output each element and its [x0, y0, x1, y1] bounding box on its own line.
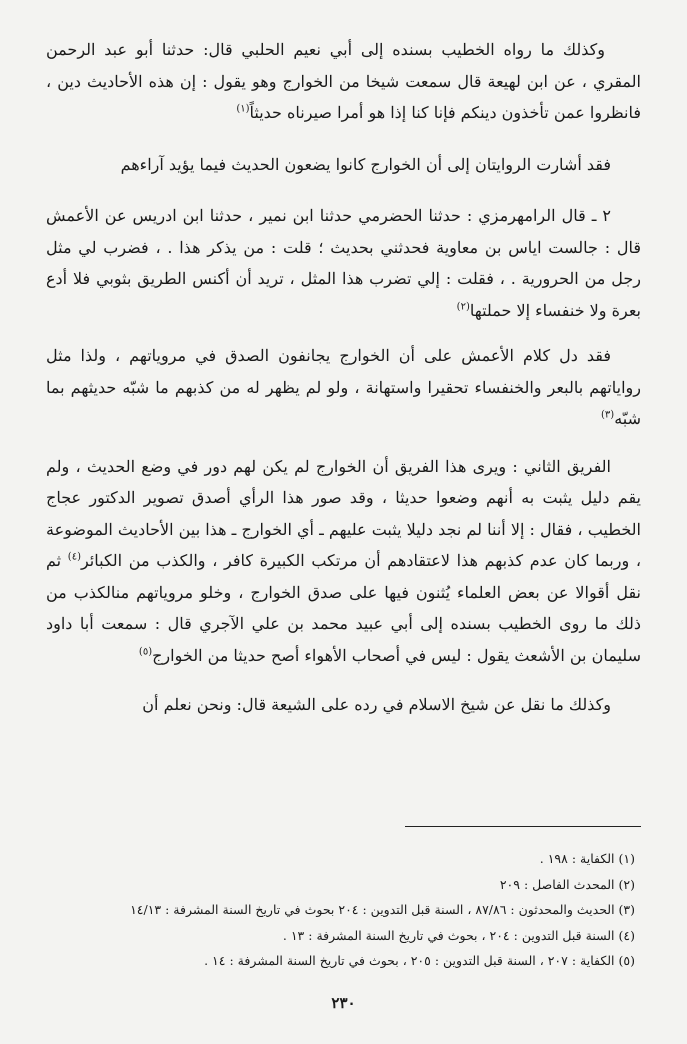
page-number: ٢٣٠: [331, 994, 356, 1012]
paragraph-amash-commentary: [46, 340, 641, 435]
paragraph-text: وكذلك ما نقل عن شيخ الاسلام في رده على الشيعة قال: ونحن نعلم أن: [142, 695, 611, 714]
paragraph-text: وكذلك ما رواه الخطيب بسنده إلى أبي نعيم الحلبي قال: حدثنا أبو عبد الرحمن المقري ، عن ابن لهيعة قال سمعت شيخا من الخوارج وهو يقول : إن هذه الأحاديث دين ، فانظروا عمن تأخذون دينكم فإنا كنا إذا هو أمرا صيرناه حديثاً: [46, 40, 641, 122]
footnote-4: (٤) السنة قبل التدوين : ٢٠٤ ، بحوث في تاريخ السنة المشرفة : ١٣ .: [282, 927, 635, 943]
paragraph-text: فقد أشارت الروايتان إلى أن الخوارج كانوا يضعون الحديث فيما يؤيد آراءهم: [120, 154, 611, 174]
footnote-ref: (١): [236, 103, 250, 115]
paragraph-text: الفريق الثاني : ويرى هذا الفريق أن الخوارج لم يكن لهم دور في وضع الحديث ، ولم يقم دليل يثبت به أنهم وضعوا حديثا ، وقد صور هذا الرأي أصدق تصوير الدكتور عجاج الخطيب ، فقال : إلا أننا لم نجد دليلا يثبت عليهم ـ أي الخوارج ـ هذا بين الأحاديث الموضوعة ، وربما كان عدم كذبهم هذا لاعتقادهم أن مرتكب الكبيرة كافر ، والكذب من الكبائر: [46, 456, 642, 570]
paragraph-text: فقد دل كلام الأعمش على أن الخوارج يجانفون الصدق في مروياتهم ، ولذا مثل رواياتهم بالبعر والخنفساء تحقيرا واستهانة ، ولو لم يظهر له من كذبهم ما شبّه حديثهم بما شبّه: [46, 346, 641, 428]
footnote-5: (٥) الكفاية : ٢٠٧ ، السنة قبل التدوين : ٢٠٥ ، بحوث في تاريخ السنة المشرفة : ١٤ .: [204, 953, 635, 968]
footnotes: [46, 846, 635, 974]
footnote-3: (٣) الحديث والمحدثون : ٨٧/٨٦ ، السنة قبل التدوين : ٢٠٤ بحوث في تاريخ السنة المشرفة : ١٤/١٣: [130, 902, 635, 917]
footnote-ref: (٥): [138, 646, 153, 658]
footnote-ref: (٢): [456, 301, 470, 313]
footnote-separator: [405, 826, 641, 827]
paragraph-sheikh-islam: [46, 689, 641, 721]
paragraph-text: ٢ ـ قال الرامهرمزي : حدثنا الحضرمي حدثنا ابن نمير ، حدثنا ابن ادريس عن الأعمش قال : جالست اياس بن معاوية فحدثني بحديث ؛ قلت : من يذكر هذا . ، فضرب لي مثل رجل من الحرورية . ، فقلت : إلي تضرب هذا المثل ، تريد أن أكنس الطريق بثوبي فلا أدع بعرة ولا خنفساء إلا حملتها: [46, 206, 641, 320]
paragraph-khatib-narration: [46, 34, 641, 129]
paragraph-text-continued: ثم نقل أقوالا عن بعض العلماء يُثنون فيها على صدق الخوارج ، وخلو مروياتهم منالكذب من ذلك ما روى الخطيب بسنده إلى أبي عبيد محمد بن علي الآجري قال : سمعت أبا داود سليمان بن الأشعث يقول : ليس في أصحاب الأهواء أصح حديثا من الخوارج: [46, 551, 642, 665]
paragraph-ramahurmuzi: [46, 200, 641, 326]
footnote-1: (١) الكفاية : ١٩٨ .: [539, 851, 635, 866]
paragraph-two-narrations: [46, 149, 641, 181]
paragraph-second-group: [46, 451, 641, 672]
footnote-ref: (٣): [601, 409, 615, 421]
footnote-2: (٢) المحدث الفاصل : ٢٠٩: [499, 876, 635, 892]
footnote-ref: (٤): [67, 551, 81, 563]
